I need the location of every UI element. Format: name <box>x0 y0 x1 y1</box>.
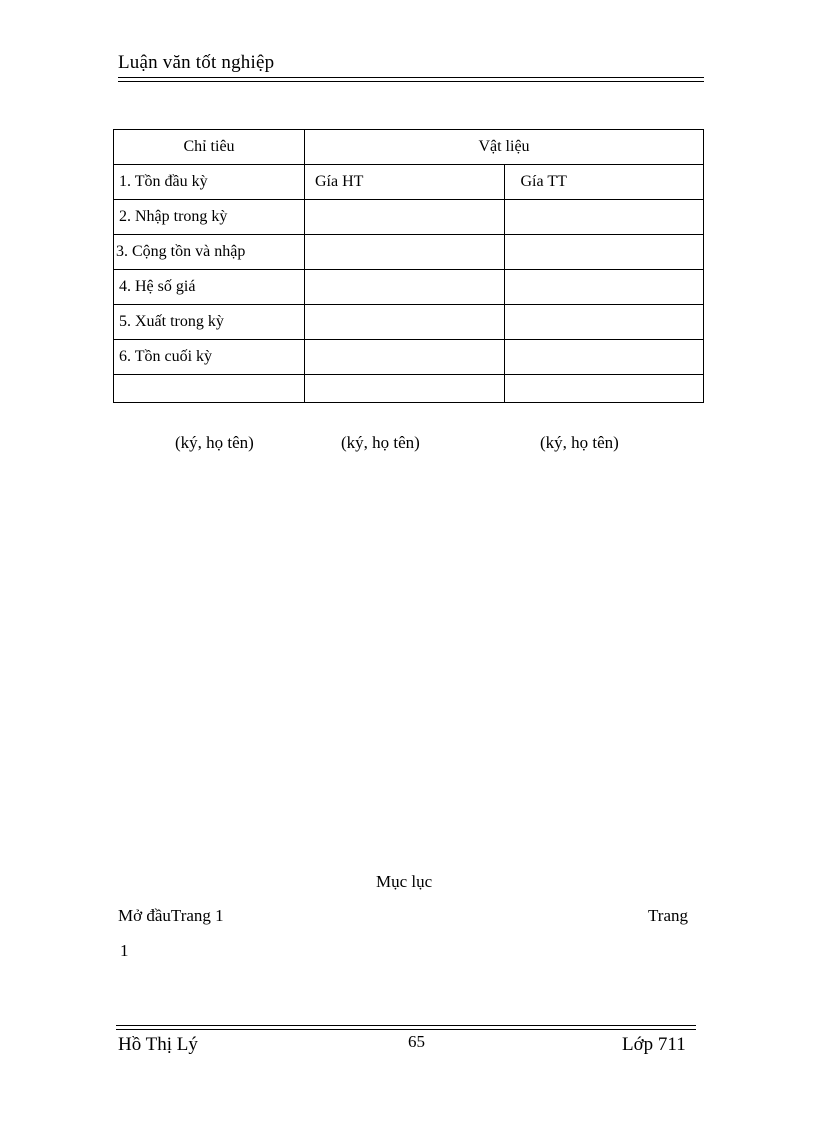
footer-rule <box>116 1025 696 1030</box>
row-cell <box>504 340 704 375</box>
row-cell: Gía TT <box>504 165 704 200</box>
table-row <box>114 270 704 305</box>
header-rule <box>118 77 704 82</box>
row-label: 2. Nhập trong kỳ <box>114 200 305 235</box>
header-cell-indicator: Chỉ tiêu <box>114 130 305 165</box>
row-label: 1. Tồn đầu kỳ <box>114 165 305 200</box>
row-cell <box>504 235 704 270</box>
row-label: 4. Hệ số giá <box>114 270 305 305</box>
row-cell <box>504 305 704 340</box>
toc-entry-page-number: 1 <box>120 941 129 960</box>
row-cell <box>305 270 505 305</box>
signature-label: (ký, họ tên) <box>175 433 254 452</box>
table-row <box>114 375 704 403</box>
row-cell <box>504 375 704 403</box>
row-cell <box>305 200 505 235</box>
table-row <box>114 305 704 340</box>
footer-page-number: 65 <box>408 1032 425 1051</box>
toc-entry: Mở đầuTrang 1 <box>118 906 224 925</box>
row-label: 6. Tồn cuối kỳ <box>114 340 305 375</box>
row-cell <box>305 235 505 270</box>
toc-title: Mục lục <box>376 872 433 891</box>
table-row <box>114 165 704 200</box>
table-header-row <box>114 130 704 165</box>
signature-label: (ký, họ tên) <box>540 433 619 452</box>
row-label: 5. Xuất trong kỳ <box>114 305 305 340</box>
header-cell-materials: Vật liệu <box>305 130 704 165</box>
footer-class: Lớp 711 <box>622 1034 686 1055</box>
row-cell <box>305 340 505 375</box>
row-cell <box>504 270 704 305</box>
row-cell <box>504 200 704 235</box>
footer-author: Hồ Thị Lý <box>118 1034 198 1055</box>
table-row <box>114 200 704 235</box>
table-row <box>114 235 704 270</box>
row-cell <box>305 305 505 340</box>
table-row <box>114 340 704 375</box>
inventory-table <box>113 129 704 403</box>
toc-entry-page-label: Trang <box>648 906 688 925</box>
signature-label: (ký, họ tên) <box>341 433 420 452</box>
row-label: 3. Cộng tồn và nhập <box>114 235 305 270</box>
row-label <box>114 375 305 403</box>
header-title: Luận văn tốt nghiệp <box>118 52 275 73</box>
row-cell <box>305 375 505 403</box>
row-cell: Gía HT <box>305 165 505 200</box>
